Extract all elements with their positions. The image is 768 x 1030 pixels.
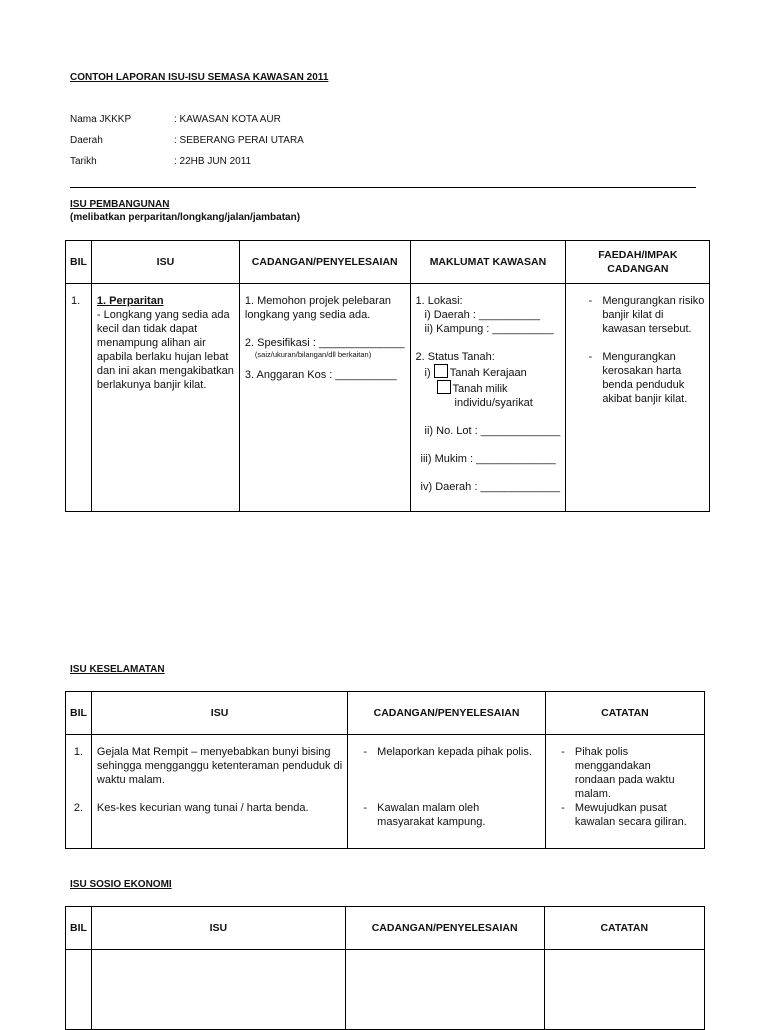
status-option-kerajaan-label: Tanah Kerajaan [449,367,527,379]
row-faedah [566,284,710,512]
cadangan-item: - Melaporkan kepada pihak polis. [363,746,532,758]
isu-title: 1. Perparitan [96,295,164,307]
status-option-prefix: i) [424,367,431,379]
row-catatan [544,950,704,1030]
header-cadangan: CADANGAN/PENYELESAIAN [345,907,544,950]
cadangan-item: - Kawalan malam oleh masyarakat kampung. [363,802,486,828]
row-isu: Gejala Mat Rempit – menyebabkan bunyi bising sehingga mengganggu ketenteraman penduduk di waktu malam. Kes-kes kecurian wang tunai / harta benda. [91,735,347,849]
status-option-milik-cont: individu/syarikat [454,397,533,409]
row-cadangan [239,284,410,512]
header-catatan: CATATAN [545,692,704,735]
cadangan-item2-note: (saiz/ukuran/bilangan/dll berkaitan) [254,350,372,359]
cadangan-item1-cont: longkang yang sedia ada. [244,309,371,321]
info-value-tarikh: : 22HB JUN 2011 [174,156,252,167]
table-pembangunan [65,240,710,512]
maklumat-nolot: ii) No. Lot : _____________ [424,425,561,437]
header-bil: BIL [66,241,92,284]
header-cadangan: CADANGAN/PENYELESAIAN [348,692,546,735]
section-title-pembangunan: ISU PEMBANGUNAN [70,199,170,210]
row-isu [91,284,239,512]
header-faedah-line1: FAEDAH/IMPAK [598,249,678,261]
section-subtitle-pembangunan: (melibatkan perparitan/longkang/jalan/jambatan) [70,212,301,223]
header-bil: BIL [66,692,92,735]
isu-line: menampung alihan air [96,337,206,349]
table-row [66,735,705,849]
maklumat-mukim: iii) Mukim : _____________ [420,453,556,465]
row-catatan [545,735,704,849]
checkbox-tanah-kerajaan[interactable] [434,364,448,378]
document-title: CONTOH LAPORAN ISU-ISU SEMASA KAWASAN 2011 [70,72,329,83]
maklumat-daerah: i) Daerah : __________ [424,309,541,321]
table-header-row [66,907,705,950]
header-bil: BIL [66,907,92,950]
header-isu: ISU [91,907,345,950]
row-bil: 1. 2. [66,735,92,849]
header-faedah [566,241,710,284]
info-label-daerah: Daerah [70,135,103,146]
header-faedah-line2: CADANGAN [607,263,669,275]
table-header-row [66,241,710,284]
header-maklumat: MAKLUMAT KAWASAN [410,241,566,284]
maklumat-daerah2: iv) Daerah : _____________ [420,481,560,493]
table-sosio-ekonomi [65,906,705,1030]
isu-line: berlakunya banjir kilat. [96,379,207,391]
row-bil [66,950,92,1030]
checkbox-tanah-milik[interactable] [437,380,451,394]
row-bil: 1. [66,284,92,512]
section-title-sosio-ekonomi: ISU SOSIO EKONOMI [70,879,172,890]
row-cadangan [345,950,544,1030]
isu-line: apabila berlaku hujan lebat [96,351,229,363]
row-isu [91,950,345,1030]
isu-line: - Longkang yang sedia ada [96,309,230,321]
table-header-row [66,692,705,735]
table-row [66,950,705,1030]
cadangan-item3: 3. Anggaran Kos : __________ [244,369,397,381]
header-isu: ISU [91,692,347,735]
info-label-nama: Nama JKKKP [70,114,132,125]
cadangan-item1: 1. Memohon projek pelebaran [244,295,392,307]
catatan-item: - Pihak polis menggandakan rondaan pada waktu malam. [561,746,675,800]
header-catatan: CATATAN [544,907,704,950]
header-cadangan: CADANGAN/PENYELESAIAN [239,241,410,284]
catatan-item: - Mewujudkan pusat kawalan secara giliran. [561,802,687,828]
faedah-item: - Mengurangkan kerosakan harta benda penduduk akibat banjir kilat. [588,351,688,405]
maklumat-lokasi: 1. Lokasi: [415,295,463,307]
header-divider [70,187,696,188]
status-option-milik [416,380,561,396]
row-maklumat [410,284,566,512]
info-label-tarikh: Tarikh [70,156,97,167]
section-title-keselamatan: ISU KESELAMATAN [70,664,165,675]
isu-line: kecil dan tidak dapat [96,323,198,335]
maklumat-kampung: ii) Kampung : __________ [424,323,554,335]
info-value-daerah: : SEBERANG PERAI UTARA [174,135,304,146]
status-option-kerajaan [416,364,561,380]
table-row [66,284,710,512]
status-option-milik-label: Tanah milik [452,383,508,395]
faedah-item: - Mengurangkan risiko banjir kilat di kawasan tersebut. [588,295,705,335]
isu-line: dan ini akan mengakibatkan [96,365,234,377]
row-cadangan [348,735,546,849]
cadangan-item2: 2. Spesifikasi : ______________ [244,337,405,349]
header-isu: ISU [91,241,239,284]
maklumat-status: 2. Status Tanah: [415,351,495,363]
table-keselamatan [65,691,705,849]
info-value-nama: : KAWASAN KOTA AUR [174,114,281,125]
